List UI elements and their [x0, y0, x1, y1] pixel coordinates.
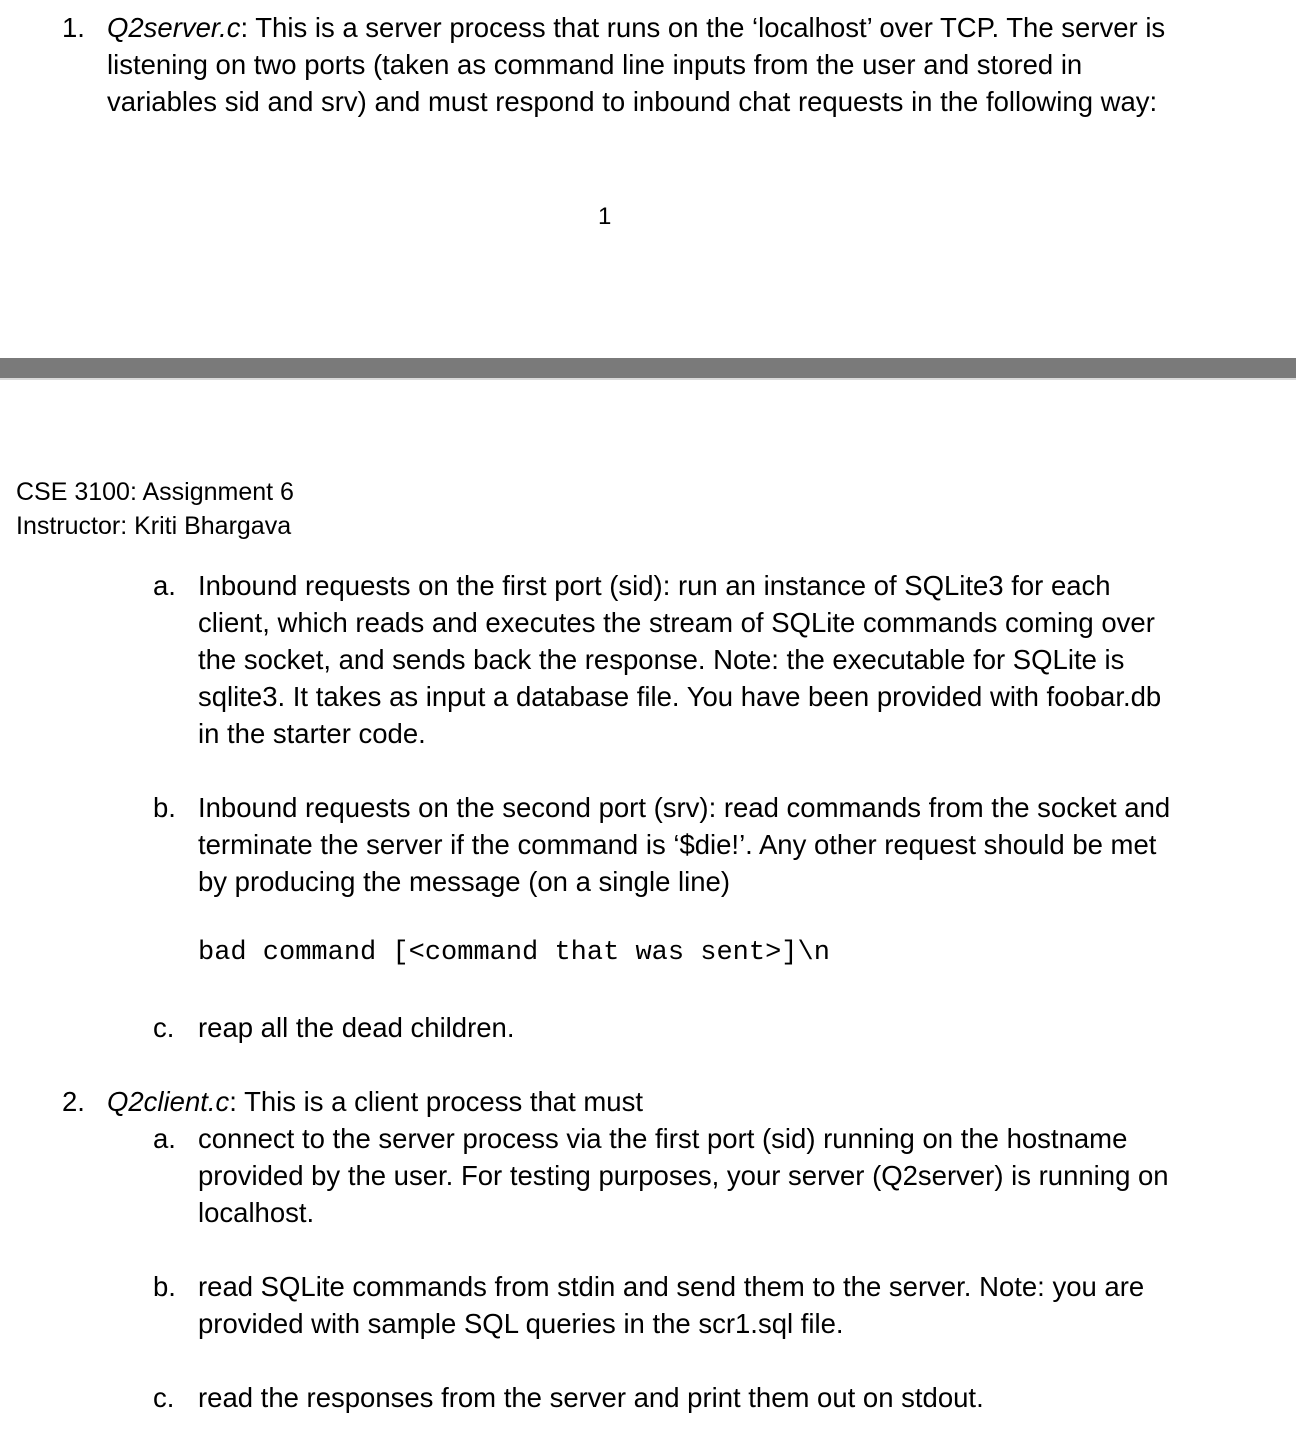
- q1-item-a-line-4: sqlite3. It takes as input a database file. You have been provided with foobar.db: [198, 681, 1162, 712]
- q1-item-a-marker: a.: [153, 570, 176, 601]
- q2-item-a-line-2: provided by the user. For testing purposes, your server (Q2server) is running on: [198, 1160, 1169, 1191]
- q2-item-a-line-3: localhost.: [198, 1197, 315, 1228]
- q1-item-a-line-5: in the starter code.: [198, 718, 426, 749]
- q1-item-b-line-2: terminate the server if the command is ‘$die!’. Any other request should be met: [198, 829, 1157, 860]
- q1-line-2: listening on two ports (taken as command line inputs from the user and stored in: [107, 49, 1083, 80]
- q2-intro-line: [107, 1083, 643, 1120]
- q2-filename: Q2client.c: [107, 1086, 230, 1117]
- page-separator: [0, 358, 1296, 380]
- course-header: CSE 3100: Assignment 6: [16, 478, 294, 506]
- q2-item-c-marker: c.: [153, 1382, 175, 1413]
- q2-intro-text: : This is a client process that must: [229, 1086, 643, 1117]
- q2-item-a-marker: a.: [153, 1123, 176, 1154]
- q2-item-c-text: read the responses from the server and print them out on stdout.: [198, 1382, 984, 1413]
- q2-item-b-line-1: read SQLite commands from stdin and send them to the server. Note: you are: [198, 1271, 1145, 1302]
- instructor-header: Instructor: Kriti Bhargava: [16, 512, 292, 540]
- q1-number: 1.: [62, 12, 85, 43]
- q1-item-b-line-1: Inbound requests on the second port (srv): read commands from the socket and: [198, 792, 1171, 823]
- q1-item-a-line-3: the socket, and sends back the response. Note: the executable for SQLite is: [198, 644, 1125, 675]
- q1-text-1: : This is a server process that runs on the ‘localhost’ over TCP. The server is: [240, 12, 1166, 43]
- q1-item-c-marker: c.: [153, 1012, 175, 1043]
- q2-number: 2.: [62, 1086, 85, 1117]
- q1-item-c-text: reap all the dead children.: [198, 1012, 515, 1043]
- q1-item-a-line-1: Inbound requests on the first port (sid): run an instance of SQLite3 for each: [198, 570, 1111, 601]
- bad-command-code: bad command [<command that was sent>]\n: [198, 938, 830, 968]
- q1-item-b-line-3: by producing the message (on a single line): [198, 866, 730, 897]
- q2-item-b-marker: b.: [153, 1271, 176, 1302]
- q1-line-3: variables sid and srv) and must respond to inbound chat requests in the following way:: [107, 86, 1158, 117]
- q1-item-a-line-2: client, which reads and executes the stream of SQLite commands coming over: [198, 607, 1155, 638]
- q1-filename: Q2server.c: [107, 12, 241, 43]
- q2-item-b-line-2: provided with sample SQL queries in the scr1.sql file.: [198, 1308, 844, 1339]
- q1-line-1: [107, 9, 1165, 46]
- q1-item-b-marker: b.: [153, 792, 176, 823]
- page-number: 1: [598, 203, 612, 230]
- q2-item-a-line-1: connect to the server process via the first port (sid) running on the hostname: [198, 1123, 1128, 1154]
